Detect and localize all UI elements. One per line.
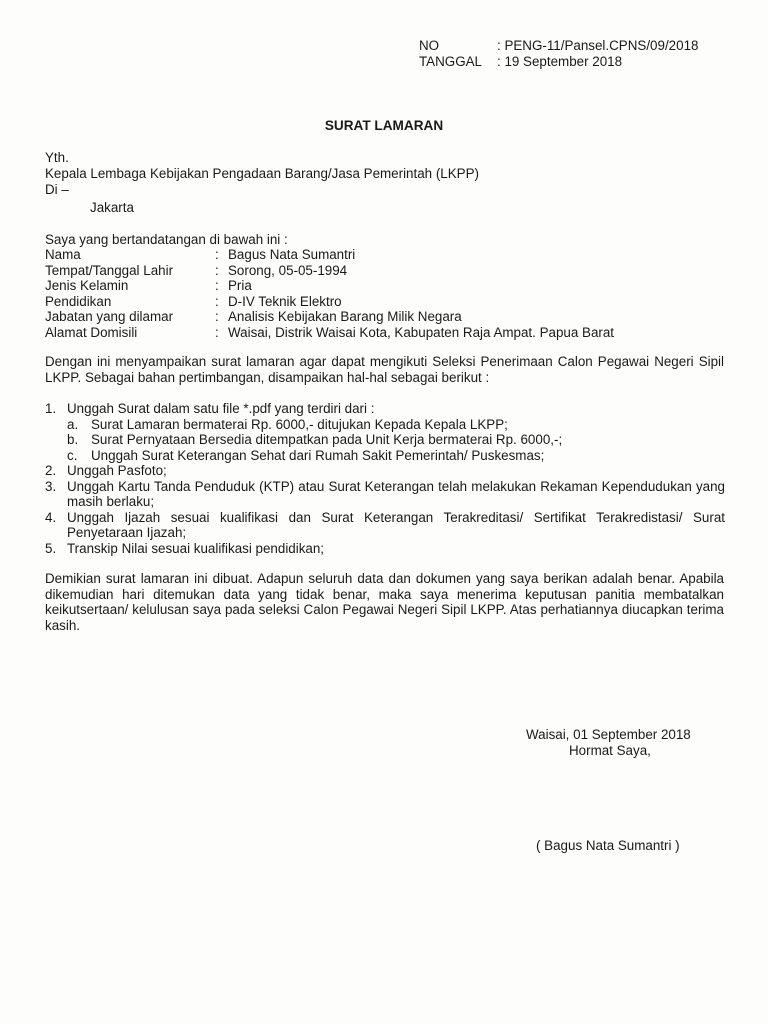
sublist-item-letter: b. xyxy=(67,432,79,447)
identity-colon: : xyxy=(215,309,219,325)
identity-colon: : xyxy=(215,262,219,278)
identity-value: D-IV Teknik Elektro xyxy=(228,293,342,309)
identity-row xyxy=(45,309,614,325)
identity-value: Bagus Nata Sumantri xyxy=(228,247,356,262)
identity-row xyxy=(45,294,614,310)
identity-colon: : xyxy=(215,247,219,262)
sublist-item-text: Unggah Surat Keterangan Sehat dari Rumah Sakit Pemerintah/ Puskesmas; xyxy=(91,447,545,463)
list-item xyxy=(45,541,725,557)
list-item xyxy=(45,463,725,479)
sublist-item xyxy=(45,432,725,448)
list-item xyxy=(45,479,725,510)
identity-label: Tempat/Tanggal Lahir xyxy=(45,262,174,278)
identity-row xyxy=(45,263,614,279)
identity-table xyxy=(45,247,614,341)
reference-date-value: : 19 September 2018 xyxy=(497,54,623,69)
list-item-number: 5. xyxy=(45,540,57,556)
intro-line: Saya yang bertandatangan di bawah ini : xyxy=(45,232,288,247)
list-item xyxy=(45,510,725,541)
identity-row xyxy=(45,325,614,341)
identity-label: Jenis Kelamin xyxy=(45,278,129,294)
list-item xyxy=(45,401,725,417)
list-item-text: Unggah Ijazah sesuai kualifikasi dan Surat Keterangan Terakreditasi/ Sertifikat Terakredistasi/ Surat Penyetaraan Ijazah; xyxy=(67,509,725,540)
reference-date-row xyxy=(419,54,698,70)
list-item-text: Unggah Pasfoto; xyxy=(67,463,167,478)
letter-title: SURAT LAMARAN xyxy=(324,118,444,133)
sublist-item-letter: c. xyxy=(67,447,78,463)
sublist-item-text: Surat Pernyataan Bersedia ditempatkan pada Unit Kerja bermaterai Rp. 6000,-; xyxy=(91,432,563,447)
requirements-list xyxy=(45,401,725,556)
recipient-city: Jakarta xyxy=(90,200,134,215)
sublist-item xyxy=(45,448,725,464)
reference-block xyxy=(419,38,698,70)
signature-name: ( Bagus Nata Sumantri ) xyxy=(536,838,680,853)
recipient-yth: Yth. xyxy=(45,150,69,165)
recipient-di: Di – xyxy=(45,182,69,197)
identity-value: Sorong, 05-05-1994 xyxy=(228,262,348,278)
reference-number-row xyxy=(419,38,698,54)
identity-colon: : xyxy=(215,278,219,294)
list-item-number: 2. xyxy=(45,463,57,478)
application-paragraph: Dengan ini menyampaikan surat lamaran agar dapat mengikuti Seleksi Penerimaan Calon Pegawai Negeri Sipil LKPP. Sebagai bahan pertimbangan, disampaikan hal-hal sebagai berikut : xyxy=(45,354,724,385)
identity-label: Pendidikan xyxy=(45,293,112,309)
recipient-name: Kepala Lembaga Kebijakan Pengadaan Barang/Jasa Pemerintah (LKPP) xyxy=(45,166,479,181)
identity-colon: : xyxy=(215,293,219,309)
sublist-item-text: Surat Lamaran bermaterai Rp. 6000,- ditujukan Kepada Kepala LKPP; xyxy=(91,416,508,432)
identity-value: Analisis Kebijakan Barang Milik Negara xyxy=(228,309,462,325)
identity-row xyxy=(45,278,614,294)
sublist-item xyxy=(45,417,725,433)
regards: Hormat Saya, xyxy=(569,743,651,758)
sublist-item-letter: a. xyxy=(67,416,79,432)
identity-colon: : xyxy=(215,324,219,340)
list-item-text: Unggah Kartu Tanda Penduduk (KTP) atau Surat Keterangan telah melakukan Rekaman Kependudukan yang masih berlaku; xyxy=(67,478,725,509)
identity-label: Nama xyxy=(45,247,81,262)
identity-row xyxy=(45,247,614,263)
reference-number-label: NO xyxy=(419,38,440,53)
reference-number-value: : PENG-11/Pansel.CPNS/09/2018 xyxy=(497,38,699,53)
list-item-text: Unggah Surat dalam satu file *.pdf yang terdiri dari : xyxy=(67,401,375,416)
identity-label: Jabatan yang dilamar xyxy=(45,309,174,325)
list-item-number: 3. xyxy=(45,478,57,494)
identity-value: Waisai, Distrik Waisai Kota, Kabupaten Raja Ampat. Papua Barat xyxy=(228,324,615,340)
place-date: Waisai, 01 September 2018 xyxy=(526,727,691,742)
list-item-number: 4. xyxy=(45,509,57,525)
list-item-text: Transkip Nilai sesuai kualifikasi pendidikan; xyxy=(67,540,325,556)
reference-date-label: TANGGAL xyxy=(419,54,482,69)
identity-value: Pria xyxy=(228,278,252,294)
list-item-number: 1. xyxy=(45,401,57,416)
closing-paragraph: Demikian surat lamaran ini dibuat. Adapun seluruh data dan dokumen yang saya berikan adalah benar. Apabila dikemudian hari ditemukan data yang tidak benar, maka saya menerima keputusan panitia membatalkan keikutsertaan/ kelulusan saya pada seleksi Calon Pegawai Negeri Sipil LKPP. Atas perhatiannya diucapkan terima kasih. xyxy=(45,571,724,633)
identity-label: Alamat Domisili xyxy=(45,324,138,340)
